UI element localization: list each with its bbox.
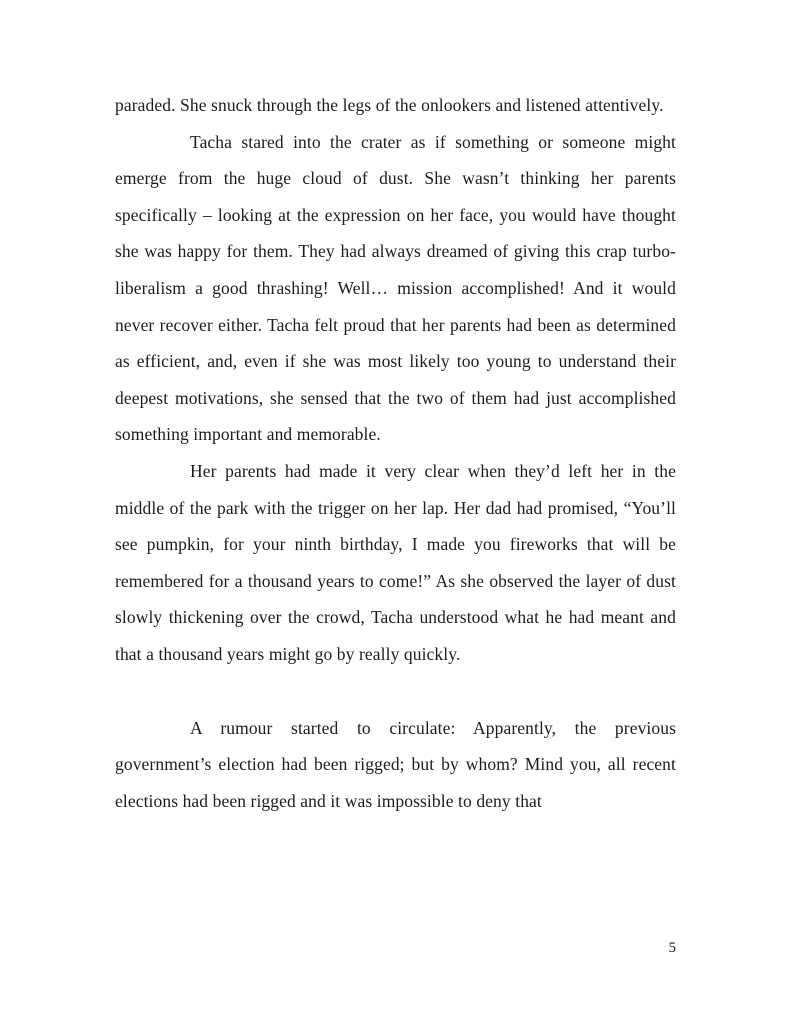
page-number: 5 [668,940,676,956]
paragraph-continuation: paraded. She snuck through the legs of the onlookers and listened attentively. [115,95,664,115]
paragraph-rumour: A rumour started to circulate: Apparently, the previous government’s election had been rigged; but by whom? Mind you, all recent elections had been rigged and it was impossible to deny that [115,717,676,811]
page-body-text [115,87,676,819]
paragraph-her-parents: Her parents had made it very clear when they’d left her in the middle of the park with the trigger on her lap. Her dad had promised, “You’ll see pumpkin, for your ninth birthday, I made you fireworks that will be remembered for a thousand years to come!” As she observed the layer of dust slowly thickening over the crowd, Tacha understood what he had meant and that a thousand years might go by really quickly. [115,460,676,664]
paragraph-tacha-crater: Tacha stared into the crater as if something or someone might emerge from the huge cloud of dust. She wasn’t thinking her parents specifically – looking at the expression on her face, you would have thought she was happy for them. They had always dreamed of giving this crap turbo-liberalism a good thrashing! Well… mission accomplished! And it would never recover either. Tacha felt proud that her parents had been as determined as efficient, and, even if she was most likely too young to understand their deepest motivations, she sensed that the two of them had just accomplished something important and memorable. [115,131,676,445]
